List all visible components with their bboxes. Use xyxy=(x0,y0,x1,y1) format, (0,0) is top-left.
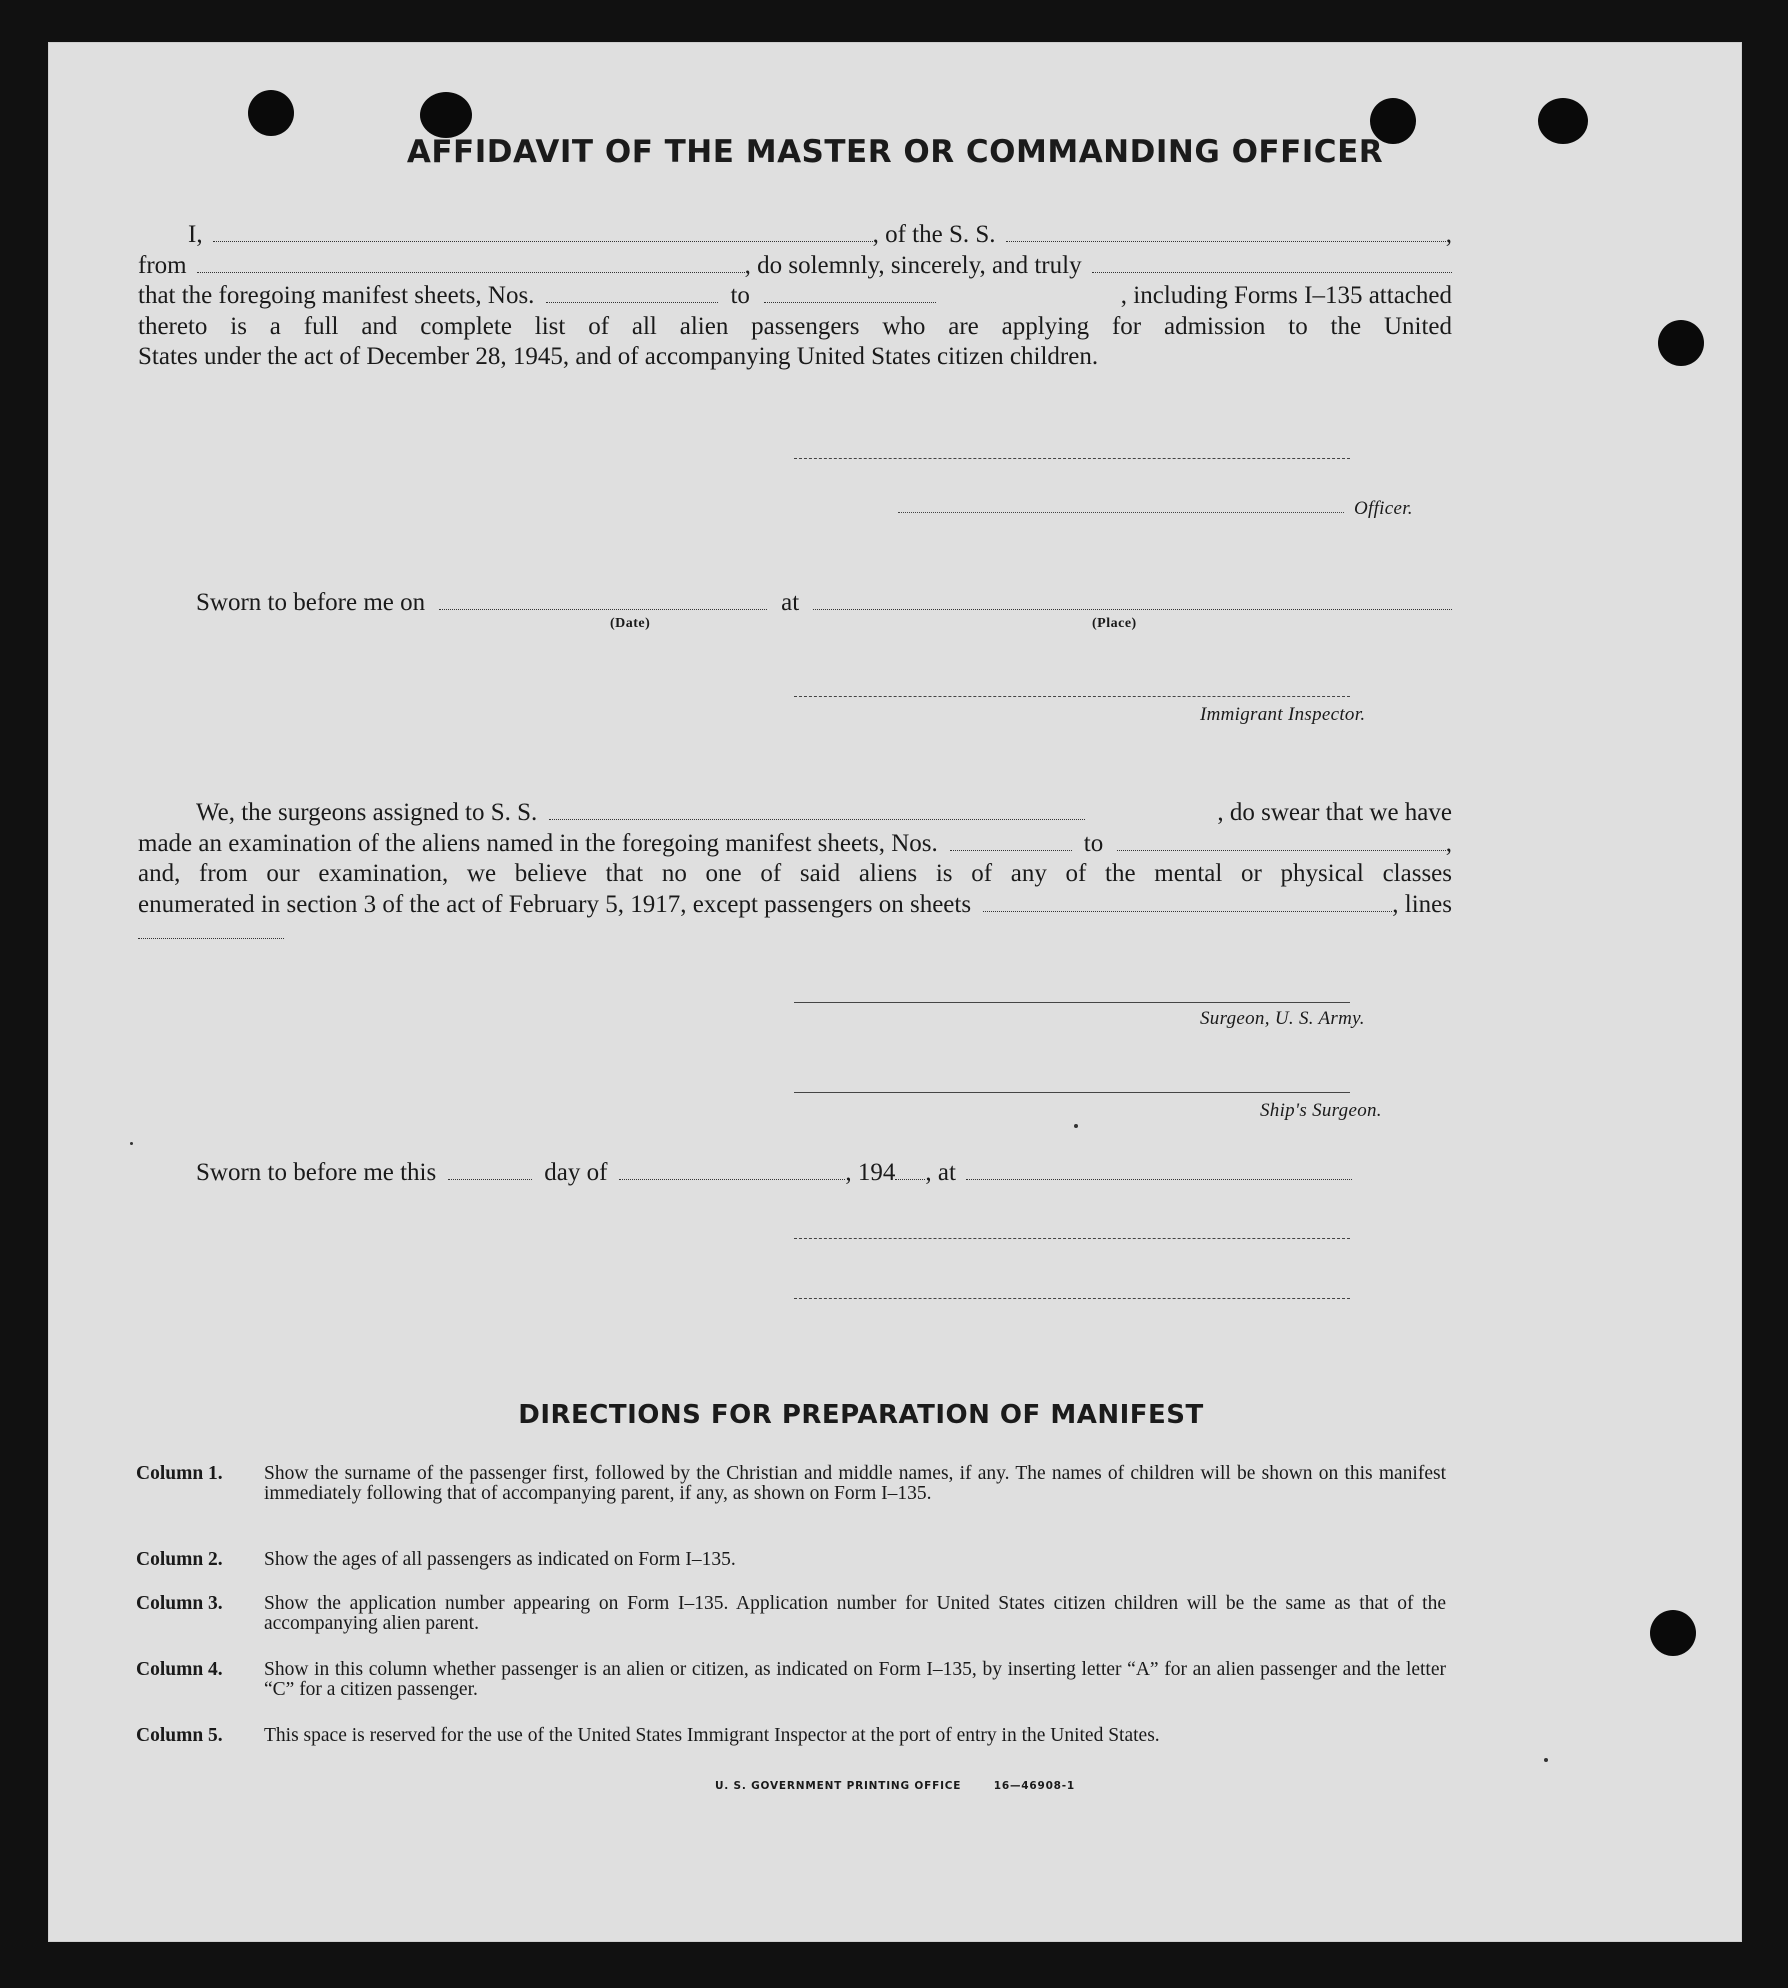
sheets-to-field[interactable] xyxy=(764,284,936,303)
to-text: to xyxy=(730,282,750,309)
sworn-this-text: Sworn to before me this xyxy=(196,1159,437,1186)
swear-text: , do swear that we have xyxy=(1217,799,1452,826)
punch-hole xyxy=(1650,1610,1696,1656)
printer-footer xyxy=(48,1780,1742,1792)
comma-text: , xyxy=(1445,221,1452,248)
directions-title: DIRECTIONS FOR PREPARATION OF MANIFEST xyxy=(518,1400,1204,1430)
official-signature-line-2[interactable] xyxy=(794,1298,1350,1299)
officer-signature-line-2[interactable] xyxy=(898,512,1344,513)
army-surgeon-signature-line[interactable] xyxy=(794,1002,1350,1003)
direction-label: Column 4. xyxy=(136,1659,223,1680)
direction-text: Show the application number appearing on Form I–135. Application number for United States citizen children will be the same as that of the accompanying alien parent. xyxy=(264,1593,1446,1634)
lines-text: , lines xyxy=(1392,890,1452,918)
surgeons-ship-field[interactable] xyxy=(549,801,1085,820)
surgeon-sheets-to-field[interactable] xyxy=(1117,832,1446,851)
sworn-text: Sworn to before me on xyxy=(196,589,426,616)
scan-speck xyxy=(130,1142,133,1145)
ship-name-field[interactable] xyxy=(1006,223,1446,242)
affidavit-paragraph xyxy=(138,220,1452,373)
form-page xyxy=(48,42,1742,1942)
place-label: (Place) xyxy=(1092,616,1137,631)
scan-speck xyxy=(1544,1758,1548,1762)
swear-field[interactable] xyxy=(1092,254,1452,273)
ship-surgeon-caption: Ship's Surgeon. xyxy=(1260,1100,1382,1121)
officer-signature-line-1[interactable] xyxy=(794,458,1350,459)
sworn-month-field[interactable] xyxy=(619,1161,845,1180)
affidavit-line5: States under the act of December 28, 1945, and of accompanying United States citizen children. xyxy=(138,343,1099,370)
army-surgeon-caption: Surgeon, U. S. Army. xyxy=(1200,1008,1365,1029)
comma-text: , xyxy=(1445,829,1452,857)
surgeons-line3: and, from our examination, we believe that no one of said aliens is of any of the mental or physical classes xyxy=(138,860,1452,887)
direction-item xyxy=(136,1726,1446,1746)
direction-label: Column 2. xyxy=(136,1549,223,1570)
direction-item xyxy=(136,1594,1446,1634)
direction-label: Column 3. xyxy=(136,1593,223,1614)
sworn-day-year xyxy=(196,1158,1352,1189)
affidavit-sheets-text: that the foregoing manifest sheets, Nos. xyxy=(138,282,535,309)
direction-text: Show the surname of the passenger first, followed by the Christian and middle names, if any. The names of children will be shown on this manifest immediately following that of accompanying parent, if any, as shown on Form I–135. xyxy=(264,1463,1446,1504)
inspector-signature-line[interactable] xyxy=(794,696,1350,697)
year-text: , 194 xyxy=(845,1159,896,1186)
master-name-field[interactable] xyxy=(213,223,873,242)
surgeons-paragraph xyxy=(138,798,1452,939)
affidavit-swear-text: , do solemnly, sincerely, and truly xyxy=(744,251,1082,279)
affidavit-i-text: I, xyxy=(188,221,203,248)
from-port-field[interactable] xyxy=(197,254,745,273)
sworn-year-field[interactable] xyxy=(895,1161,925,1180)
direction-text: Show in this column whether passenger is an alien or citizen, as indicated on Form I–135, by inserting letter “A” for an alien passenger and the letter “C” for a citizen passenger. xyxy=(264,1659,1446,1700)
affidavit-from-text: from xyxy=(138,251,187,279)
direction-item xyxy=(136,1550,1446,1570)
punch-hole xyxy=(1658,320,1704,366)
official-signature-line-1[interactable] xyxy=(794,1238,1350,1239)
sworn-date-place xyxy=(196,588,1452,619)
page-title: AFFIDAVIT OF THE MASTER OR COMMANDING OFFICER xyxy=(406,134,1384,170)
printer-name: U. S. GOVERNMENT PRINTING OFFICE xyxy=(714,1780,962,1792)
sheets-from-field[interactable] xyxy=(546,284,718,303)
to-text: to xyxy=(1083,829,1104,857)
sworn-date-field[interactable] xyxy=(439,591,767,610)
officer-caption: Officer. xyxy=(1354,498,1413,519)
sworn-place-field[interactable] xyxy=(813,591,1452,610)
direction-text: Show the ages of all passengers as indicated on Form I–135. xyxy=(264,1549,736,1570)
surgeons-text: We, the surgeons assigned to S. S. xyxy=(196,799,538,826)
surgeon-sheets-from-field[interactable] xyxy=(950,832,1072,851)
enumerated-text: enumerated in section 3 of the act of February 5, 1917, except passengers on sheets xyxy=(138,890,972,918)
form-code: 16—46908-1 xyxy=(993,1780,1076,1792)
affidavit-line4: thereto is a full and complete list of all alien passengers who are applying for admission to the United xyxy=(138,312,1452,340)
direction-item xyxy=(136,1464,1446,1504)
at-text: at xyxy=(781,589,800,616)
inspector-caption: Immigrant Inspector. xyxy=(1200,704,1366,725)
except-sheets-field[interactable] xyxy=(983,893,1392,912)
lines-field[interactable] xyxy=(138,920,284,939)
affidavit-ship-text: , of the S. S. xyxy=(872,221,996,248)
date-label: (Date) xyxy=(610,616,651,631)
ship-surgeon-signature-line[interactable] xyxy=(794,1092,1350,1093)
direction-label: Column 1. xyxy=(136,1463,223,1484)
direction-item xyxy=(136,1660,1446,1700)
direction-text: This space is reserved for the use of the United States Immigrant Inspector at the port of entry in the United States. xyxy=(264,1725,1160,1746)
examination-text: made an examination of the aliens named in the foregoing manifest sheets, Nos. xyxy=(138,829,938,857)
scan-speck xyxy=(1074,1124,1078,1128)
direction-label: Column 5. xyxy=(136,1725,223,1746)
sworn-at-field[interactable] xyxy=(966,1161,1352,1180)
sworn-day-field[interactable] xyxy=(448,1161,532,1180)
at-text: , at xyxy=(925,1159,956,1186)
punch-hole xyxy=(420,92,472,138)
day-of-text: day of xyxy=(544,1159,608,1186)
affidavit-forms-text: , including Forms I–135 attached xyxy=(1120,282,1452,309)
punch-hole xyxy=(248,90,294,136)
